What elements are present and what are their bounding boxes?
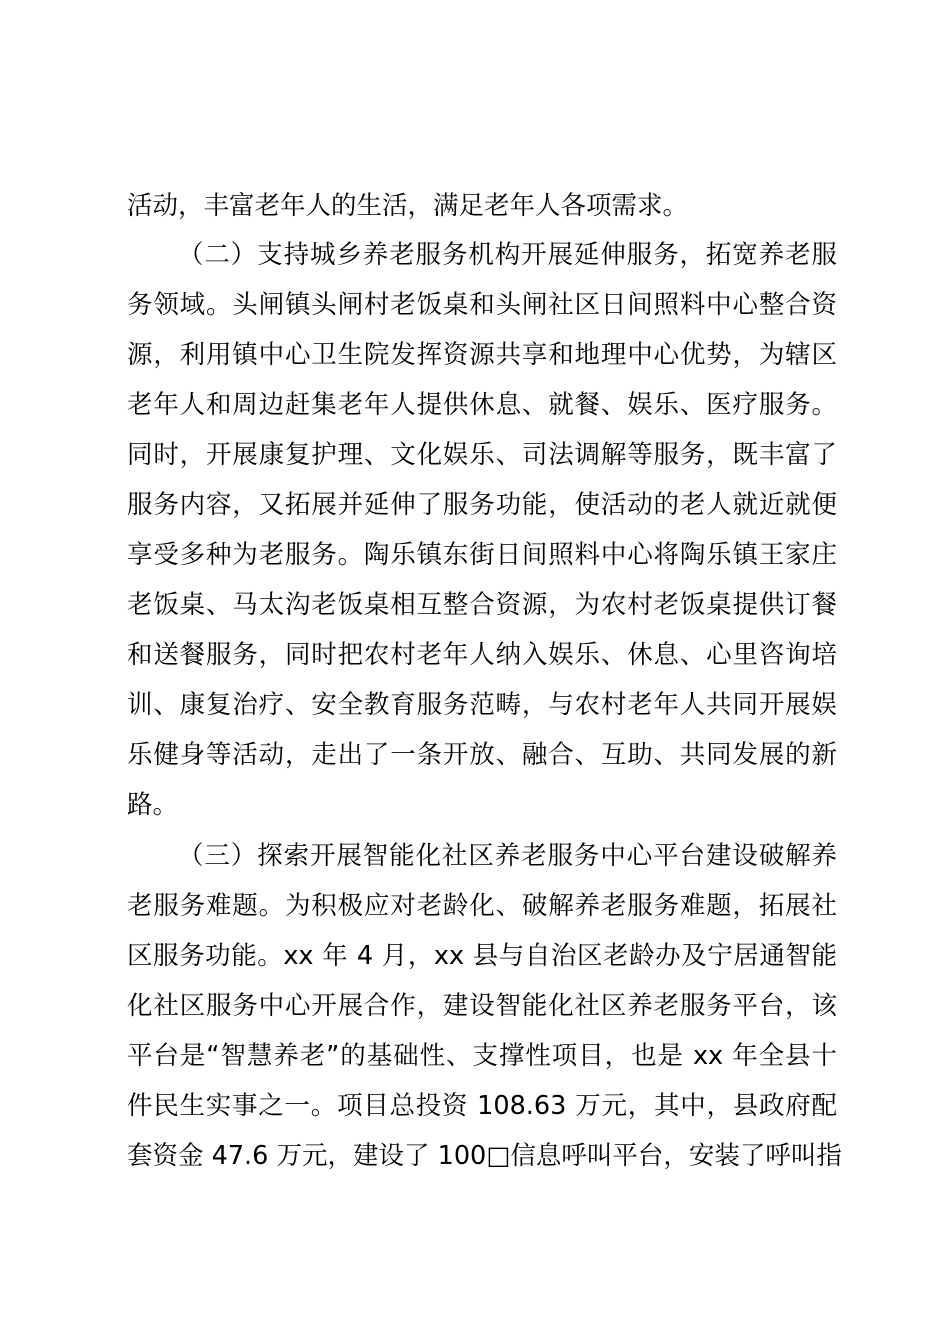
paragraph-line: 平台是“智慧养老”的基础性、支撑性项目，也是 xx 年全县十	[127, 1041, 837, 1071]
paragraph-line: 化社区服务中心开展合作，建设智能化社区养老服务平台，该	[127, 991, 837, 1021]
paragraph-line: 件民生实事之一。项目总投资 108.63 万元，其中，县政府配	[127, 1091, 837, 1121]
paragraph-line: 服务内容，又拓展并延伸了服务功能，使活动的老人就近就便	[127, 490, 837, 520]
paragraph-line: 务领域。头闸镇头闸村老饭桌和头闸社区日间照料中心整合资	[127, 290, 837, 320]
paragraph-line: 老年人和周边赶集老年人提供休息、就餐、娱乐、医疗服务。	[127, 390, 837, 420]
paragraph-line: 源，利用镇中心卫生院发挥资源共享和地理中心优势，为辖区	[127, 340, 837, 370]
paragraph-line: 同时，开展康复护理、文化娱乐、司法调解等服务，既丰富了	[127, 440, 837, 470]
paragraph-line: 训、康复治疗、安全教育服务范畴，与农村老年人共同开展娱	[127, 690, 837, 720]
paragraph-line: 区服务功能。xx 年 4 月，xx 县与自治区老龄办及宁居通智能	[127, 941, 837, 971]
paragraph-line: 活动，丰富老年人的生活，满足老年人各项需求。	[127, 191, 689, 221]
paragraph-line: 老服务难题。为积极应对老龄化、破解养老服务难题，拓展社	[127, 891, 837, 921]
section-heading-line: （三）探索开展智能化社区养老服务中心平台建设破解养	[178, 841, 837, 871]
section-heading-line: （二）支持城乡养老服务机构开展延伸服务，拓宽养老服	[178, 240, 837, 270]
paragraph-line: 乐健身等活动，走出了一条开放、融合、互助、共同发展的新	[127, 740, 837, 770]
paragraph-line: 套资金 47.6 万元，建设了 100□信息呼叫平台，安装了呼叫指	[127, 1141, 842, 1171]
paragraph-line: 路。	[127, 790, 179, 820]
paragraph-line: 老饭桌、马太沟老饭桌相互整合资源，为农村老饭桌提供订餐	[127, 590, 837, 620]
paragraph-line: 和送餐服务，同时把农村老年人纳入娱乐、休息、心里咨询培	[127, 640, 837, 670]
paragraph-line: 享受多种为老服务。陶乐镇东街日间照料中心将陶乐镇王家庄	[127, 540, 837, 570]
